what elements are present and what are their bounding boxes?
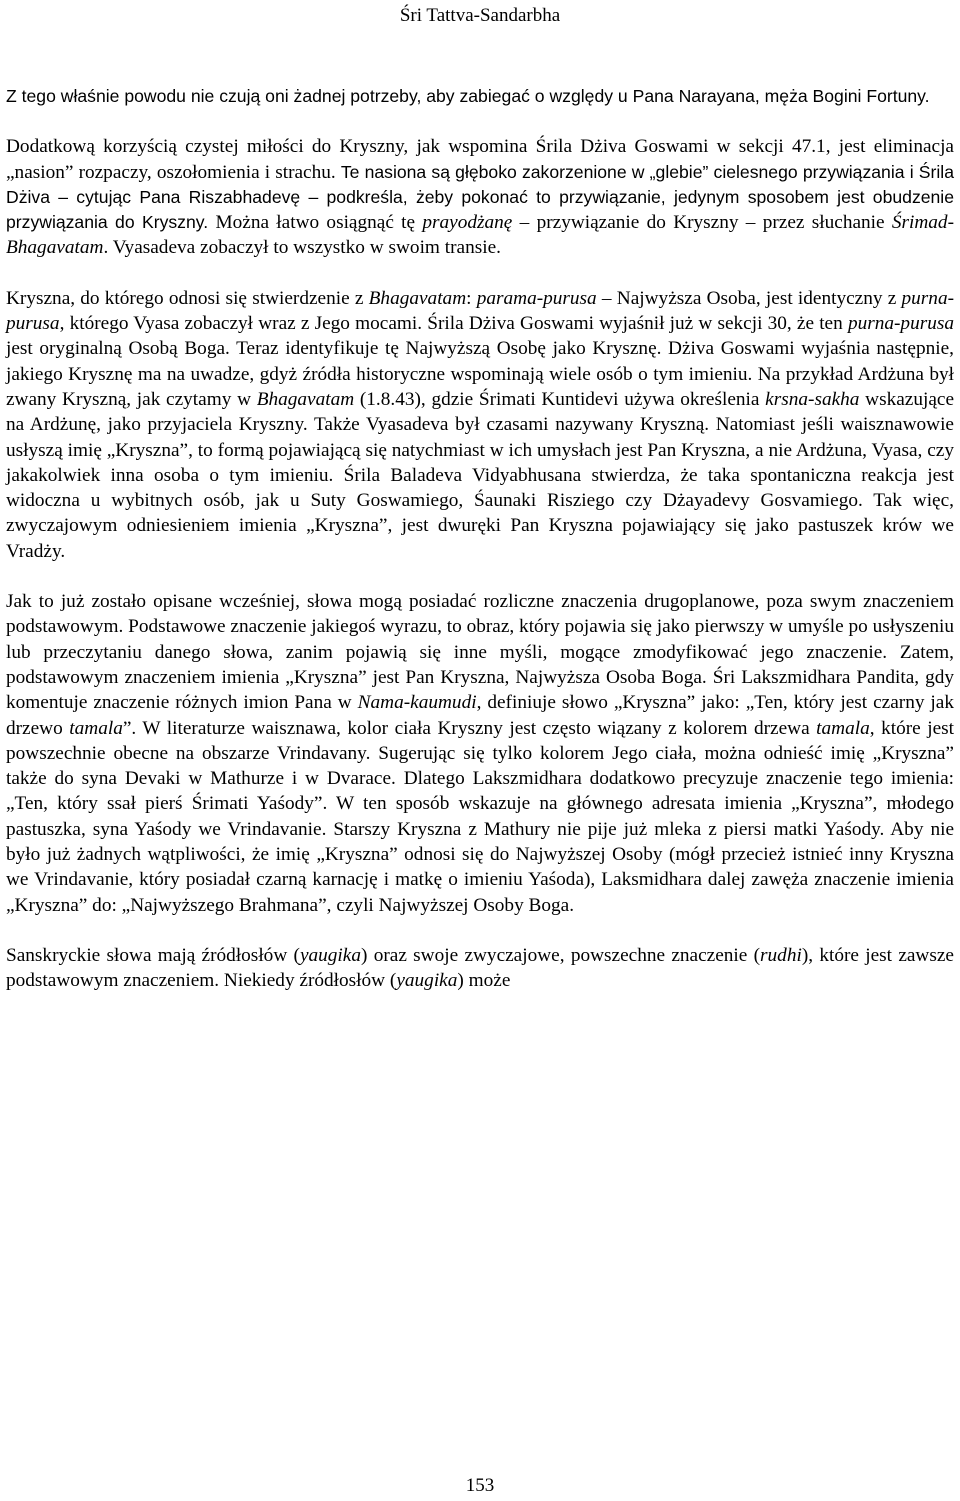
running-header: Śri Tattva-Sandarbha bbox=[399, 5, 561, 26]
italic-term: rudhi bbox=[760, 944, 802, 966]
text-run: – przywiązanie do Kryszny – przez słuchanie bbox=[512, 212, 892, 234]
italic-term: tamala bbox=[69, 717, 123, 739]
text-run: , definiuje słowo „Kryszna” jako: „Ten, który jest czarny jak drzewo bbox=[6, 692, 954, 739]
text-run: Jak to już zostało opisane wcześniej, słowa mogą posiadać rozliczne znaczenia drugoplanowe, poza swym znaczeniem podstawowym. Podstawowe znaczenie jakiegoś wyrazu, to obraz, który pojawia się jako pierwszy w umyśle po usłyszeniu lub przeczytaniu danego słowa, zanim pojawią się inne myśli, mogące zmodyfikować jego znaczenie. Zatem, podstawowym znaczeniem imienia „Kryszna” jest Pan Kryszna, Najwyższa Osoba Boga. Śri Lakszmidhara Pandita, gdy komentuje znaczenie różnych imion Pana w bbox=[6, 591, 954, 714]
text-run: Z tego właśnie powodu nie czują oni żadnej potrzeby, aby zabiegać o względy u Pana Narayana, męża Bogini Fortuny. bbox=[6, 86, 930, 106]
italic-term: yaugika bbox=[396, 970, 458, 992]
page-number: 153 bbox=[465, 1475, 495, 1496]
text-run: ”. W literaturze waisznawa, kolor ciała Kryszny jest często wiązany z kolorem drzewa bbox=[122, 717, 817, 739]
text-run: Te nasiona są głęboko zakorzenione w „glebie” cielesnego przywiązania i Śrila Dżiva – cytując Pana Riszabhadevę – podkreśla, żeby pokonać to przywiązanie, jedynym sposobem jest obudzenie przywiązania do Kryszny. bbox=[6, 161, 954, 233]
text-run: , które jest powszechnie obecne na obszarze Vrindavany. Sugerując się tylko kolorem Jego ciała, można odnieść imię „Kryszna” także do syna Devaki w Mathurze i w Dvarace. Dlatego Lakszmidhara dodatkowo precyzuje znaczenie tego imienia: „Ten, który ssał pierś Śrimati Yaśody”. W ten sposób wskazuje na głównego adresata imienia „Kryszna”, młodego pastuszka, syna Yaśody we Vrindavanie. Starszy Kryszna z Mathury nie pije już mleka z piersi matki Yaśody. Aby nie było już żadnych wątpliwości, że imię „Kryszna” odnosi się do Najwyższej Osoby (mógł przecież istnieć inny Kryszna we Vrindavanie, który posiadał czarną karnację i matkę o imieniu Yaśoda), Laksmidhara dalej zawęża znaczenie imienia „Kryszna” do: „Najwyższego Brahmana”, czyli Najwyższej Osoby Boga. bbox=[6, 717, 954, 916]
text-run: Dodatkową korzyścią czystej miłości do Kryszny, jak wspomina Śrila Dżiva Goswami w sekcji 47.1, jest eliminacja „nasion” rozpaczy, oszołomienia i strachu. bbox=[6, 136, 954, 183]
italic-term: Śrimad-Bhagavatam bbox=[6, 212, 954, 259]
italic-term: Nama-kaumudi bbox=[357, 692, 477, 714]
paragraph-4 bbox=[6, 589, 954, 918]
italic-term: parama-purusa bbox=[476, 287, 597, 309]
italic-term: yaugika bbox=[299, 944, 361, 966]
text-run: . Vyasadeva zobaczył to wszystko w swoim transie. bbox=[103, 237, 501, 259]
paragraph-2 bbox=[6, 134, 954, 260]
text-run: wskazujące na Ardżunę, jako przyjaciela Kryszny. Także Vyasadeva był czasami nazywany Kryszną. Natomiast jeśli waisznawowie usłyszą imię „Kryszna”, to formą pojawiającą się natychmiast w ich umysłach jest Pan Kryszna, a nie Ardżuna, Vyasa, czy jakakolwiek inna osoba o tym imieniu. Śrila Baladeva Vidyabhusana stwierdza, że taka spontaniczna reakcja jest widoczna u wybitnych osób, jak u Suty Goswamiego, Śaunaki Risziego czy Dżayadevy Gosvamiego. Tak więc, zwyczajowym odniesieniem imienia „Kryszna”, jest dwuręki Pan Kryszna pojawiający się jako pastuszek krów we Vradży. bbox=[6, 388, 954, 562]
italic-term: prayodżanę bbox=[422, 212, 513, 234]
text-run: Kryszna, do którego odnosi się stwierdzenie z bbox=[6, 287, 369, 309]
text-run: , którego Vyasa zobaczył wraz z Jego mocami. Śrila Dżiva Goswami wyjaśnił już w sekcji 30, że ten bbox=[59, 313, 848, 335]
italic-term: krsna-sakha bbox=[765, 388, 860, 410]
paragraph-5 bbox=[6, 943, 954, 994]
page-body bbox=[6, 84, 954, 1019]
text-run: jest oryginalną Osobą Boga. Teraz identyfikuje tę Najwyższą Osobę jako Krysznę. Dżiva Goswami wyjaśnia następnie, jakiego Krysznę ma na uwadze, gdyż źródła historyczne wspominają wiele osób o tym imieniu. Na przykład Ardżuna był zwany Kryszną, jak czytamy w bbox=[6, 338, 954, 410]
italic-term: Bhagavatam bbox=[368, 287, 467, 309]
paragraph-1 bbox=[6, 84, 954, 109]
italic-term: purna-purusa bbox=[847, 313, 954, 335]
text-run: – Najwyższa Osoba, jest identyczny z bbox=[596, 287, 902, 309]
text-run: ), które jest zawsze podstawowym znaczeniem. Niekiedy źródłosłów ( bbox=[6, 944, 954, 992]
text-run: ) oraz swoje zwyczajowe, powszechne znaczenie ( bbox=[361, 944, 761, 966]
italic-term: tamala bbox=[816, 717, 870, 739]
paragraph-3 bbox=[6, 286, 954, 564]
text-run: Można łatwo osiągnąć tę bbox=[215, 212, 423, 234]
italic-term: purna-purusa bbox=[6, 287, 955, 335]
text-run: Sanskryckie słowa mają źródłosłów ( bbox=[6, 944, 300, 966]
text-run: : bbox=[466, 287, 477, 309]
text-run: (1.8.43), gdzie Śrimati Kuntidevi używa określenia bbox=[354, 388, 766, 410]
italic-term: Bhagavatam bbox=[256, 388, 355, 410]
text-run: ) może bbox=[457, 970, 511, 992]
